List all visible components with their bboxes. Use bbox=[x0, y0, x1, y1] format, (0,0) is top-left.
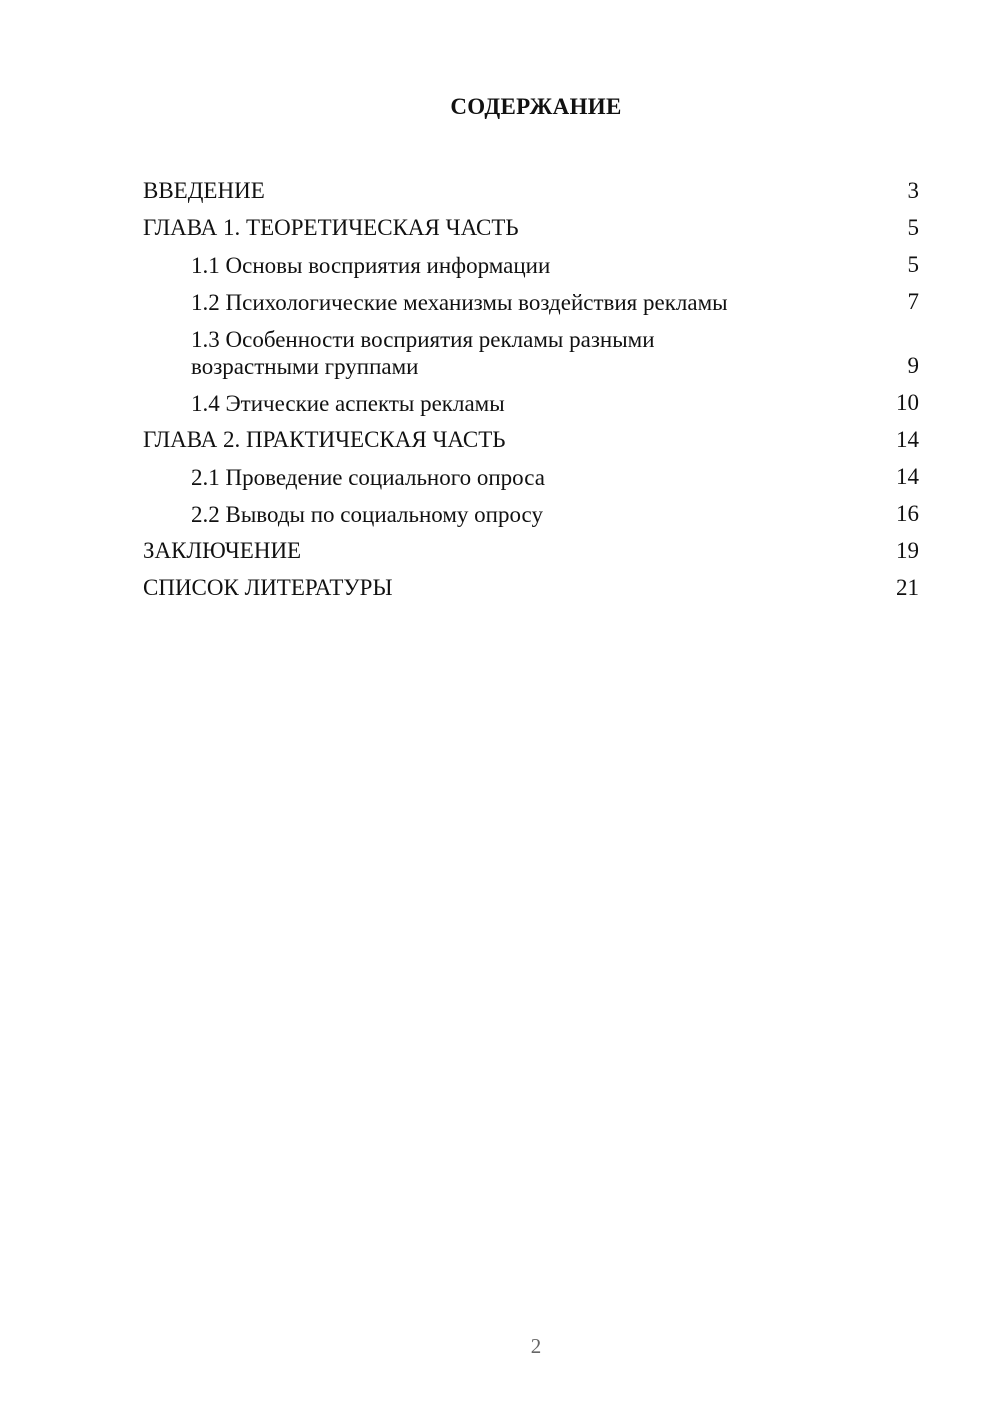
toc-entry-page: 14 bbox=[896, 427, 919, 452]
toc-entry-label: ЗАКЛЮЧЕНИЕ bbox=[143, 538, 302, 563]
toc-entry-section-1-3[interactable] bbox=[143, 316, 919, 380]
toc-entry-label: ВВЕДЕНИЕ bbox=[143, 178, 265, 203]
toc-entry-conclusion[interactable] bbox=[143, 528, 919, 565]
toc-entry-label: 1.3 Особенности восприятия рекламы разными возрастными группами bbox=[191, 327, 655, 379]
toc-entry-section-2-1[interactable] bbox=[143, 454, 919, 491]
toc-entry-label: ГЛАВА 2. ПРАКТИЧЕСКАЯ ЧАСТЬ bbox=[143, 427, 506, 452]
toc-entry-label: 2.1 Проведение социального опроса bbox=[191, 465, 545, 490]
toc-entry-section-1-4[interactable] bbox=[143, 380, 919, 417]
toc-entry-chapter-2[interactable] bbox=[143, 417, 919, 454]
toc-entry-label: 1.1 Основы восприятия информации bbox=[191, 253, 551, 278]
toc-entry-introduction[interactable] bbox=[143, 168, 919, 205]
page-number: 2 bbox=[530, 1334, 542, 1358]
toc-entry-page: 14 bbox=[896, 464, 919, 489]
toc-entry-page: 3 bbox=[907, 178, 919, 203]
toc-entry-section-1-2[interactable] bbox=[143, 279, 919, 316]
toc-entry-section-1-1[interactable] bbox=[143, 242, 919, 279]
toc-entry-label: 2.2 Выводы по социальному опросу bbox=[191, 502, 543, 527]
toc-entry-label: ГЛАВА 1. ТЕОРЕТИЧЕСКАЯ ЧАСТЬ bbox=[143, 215, 519, 240]
toc-entry-chapter-1[interactable] bbox=[143, 205, 919, 242]
table-of-contents bbox=[143, 168, 919, 602]
toc-entry-page: 5 bbox=[907, 252, 919, 277]
toc-entry-label: 1.4 Этические аспекты рекламы bbox=[191, 391, 505, 416]
toc-entry-label: 1.2 Психологические механизмы воздействия рекламы bbox=[191, 290, 728, 315]
toc-entry-page: 5 bbox=[907, 215, 919, 240]
toc-entry-bibliography[interactable] bbox=[143, 565, 919, 602]
toc-entry-label: СПИСОК ЛИТЕРАТУРЫ bbox=[143, 575, 393, 600]
toc-entry-page: 9 bbox=[907, 353, 919, 378]
page-title: СОДЕРЖАНИЕ bbox=[450, 94, 622, 119]
toc-entry-section-2-2[interactable] bbox=[143, 491, 919, 528]
toc-entry-page: 21 bbox=[896, 575, 919, 600]
toc-entry-page: 16 bbox=[896, 501, 919, 526]
toc-entry-page: 7 bbox=[907, 289, 919, 314]
toc-entry-page: 10 bbox=[896, 390, 919, 415]
toc-entry-page: 19 bbox=[896, 538, 919, 563]
